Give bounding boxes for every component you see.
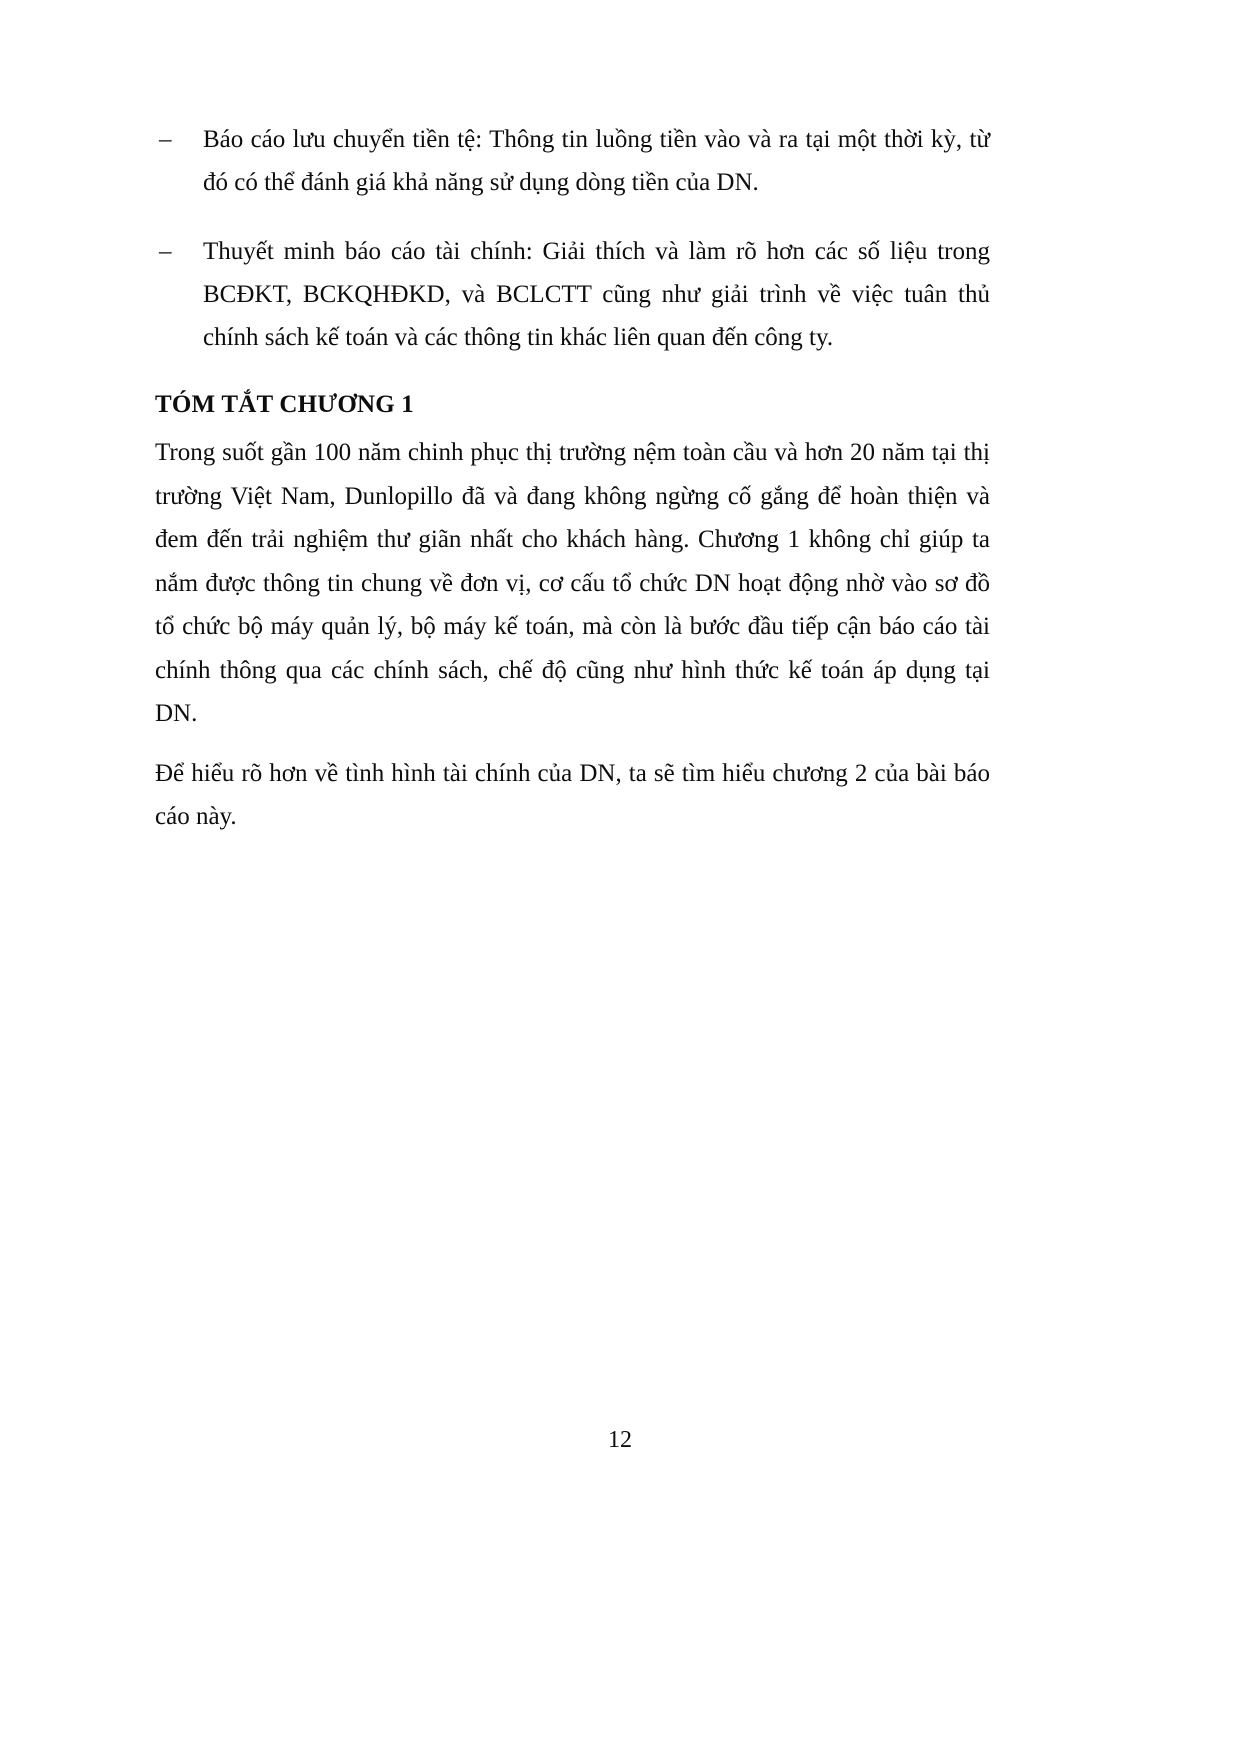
paragraph-transition: Để hiểu rõ hơn về tình hình tài chính của DN, ta sẽ tìm hiểu chương 2 của bài báo cáo này.	[155, 759, 990, 830]
page-number: 12	[608, 1427, 632, 1453]
list-item-text: Thuyết minh báo cáo tài chính: Giải thích và làm rõ hơn các số liệu trong BCĐKT, BCKQHĐKD, và BCLCTT cũng như giải trình về việc tuân thủ chính sách kế toán và các thông tin khác liên quan đến công ty.	[203, 238, 990, 351]
list-item	[155, 118, 990, 204]
dash-bullet-icon: –	[159, 238, 172, 265]
list-item-text: Báo cáo lưu chuyển tiền tệ: Thông tin luồng tiền vào và ra tại một thời kỳ, từ đó có thể đánh giá khả năng sử dụng dòng tiền của DN.	[203, 126, 990, 196]
page-content	[155, 118, 990, 855]
dash-bullet-icon: –	[159, 126, 172, 153]
bullet-list	[155, 118, 990, 359]
paragraph-summary: Trong suốt gần 100 năm chinh phục thị trường nệm toàn cầu và hơn 20 năm tại thị trường Việt Nam, Dunlopillo đã và đang không ngừng cố gắng để hoàn thiện và đem đến trải nghiệm thư giãn nhất cho khách hàng. Chương 1 không chỉ giúp ta nắm được thông tin chung về đơn vị, cơ cấu tổ chức DN hoạt động nhờ vào sơ đồ tổ chức bộ máy quản lý, bộ máy kế toán, mà còn là bước đầu tiếp cận báo cáo tài chính thông qua các chính sách, chế độ cũng như hình thức kế toán áp dụng tại DN.	[155, 439, 990, 727]
list-item	[155, 230, 990, 359]
section-heading: TÓM TẮT CHƯƠNG 1	[155, 391, 415, 418]
